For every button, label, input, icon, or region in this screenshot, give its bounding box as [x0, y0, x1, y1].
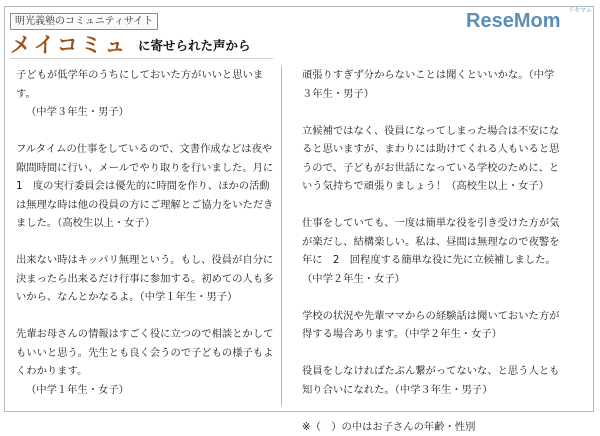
comments-column-left — [10, 66, 282, 406]
footnote: ※（ ）の中はお子さんの年齢・性別 — [302, 418, 562, 436]
comment-item — [302, 307, 562, 344]
page-title: に寄せられた声から — [138, 38, 251, 54]
header-divider — [10, 58, 273, 59]
comment-text: 子どもが低学年のうちにしておいた方がいいと思います。 — [16, 66, 275, 103]
comment-text: 学校の状況や先輩ママからの経験話は聞いておいた方が得する場合あります。（中学２年生・女子） — [302, 307, 562, 344]
resemom-logo — [466, 8, 592, 34]
comment-item — [16, 325, 275, 399]
logo-subtext: リセマム — [568, 5, 592, 14]
comment-text: 先輩お母さんの情報はすごく役に立つので相談とかしてもいいと思う。先生とも良く会うので子どもの様子もよくわかります。 — [16, 325, 275, 381]
comment-item — [302, 122, 562, 196]
site-subtitle: 明光義塾のコミュニティサイト — [10, 13, 158, 30]
comment-attribution: （中学３年生・男子） — [16, 103, 275, 122]
comments-column-right — [296, 66, 568, 406]
comment-item — [302, 362, 562, 399]
brand-logo-text: メイコミュ — [10, 33, 128, 57]
comment-attribution: （中学１年生・女子） — [16, 381, 275, 400]
comment-text: フルタイムの仕事をしているので、文書作成などは夜や隙間時間に行い、メールでやり取りを行いました。月に 1 度の実行委員会は優先的に時間を作り、ほかの活動は無理な時は他の役員の方にご理解とご協力をいただきました。（高校生以上・女子） — [16, 140, 275, 233]
comment-text: 出来ない時はキッパリ無理という。もし、役員が自分に決まったら出来るだけ行事に参加する。初めての人も多いから、なんとかなるよ。（中学１年生・男子） — [16, 251, 275, 307]
comment-text: 頑張りすぎず分からないことは聞くといいかな。（中学３年生・男子） — [302, 66, 562, 103]
comment-text: 仕事をしていても、一度は簡単な役を引き受けた方が気が楽だし、結構楽しい。私は、昼間は無理なので夜警を年に 2 回程度する簡単な役に先に立候補しました。（中学２年生・女子） — [302, 214, 562, 288]
comment-text: 立候補ではなく、役員になってしまった場合は不安になると思いますが、まわりには助けてくれる人もいると思うので、子どもがお世話になっている学校のために、という気持ちで頑張りましょう！（高校生以上・女子） — [302, 122, 562, 196]
logo-text: ReseMom — [466, 8, 560, 34]
comment-item — [16, 140, 275, 233]
comment-item — [16, 251, 275, 307]
comment-item — [302, 66, 562, 103]
comment-item — [302, 214, 562, 288]
comment-item — [16, 66, 275, 122]
comment-text: 役員をしなければたぶん繋がってないな、と思う人とも知り合いになれた。（中学３年生・男子） — [302, 362, 562, 399]
